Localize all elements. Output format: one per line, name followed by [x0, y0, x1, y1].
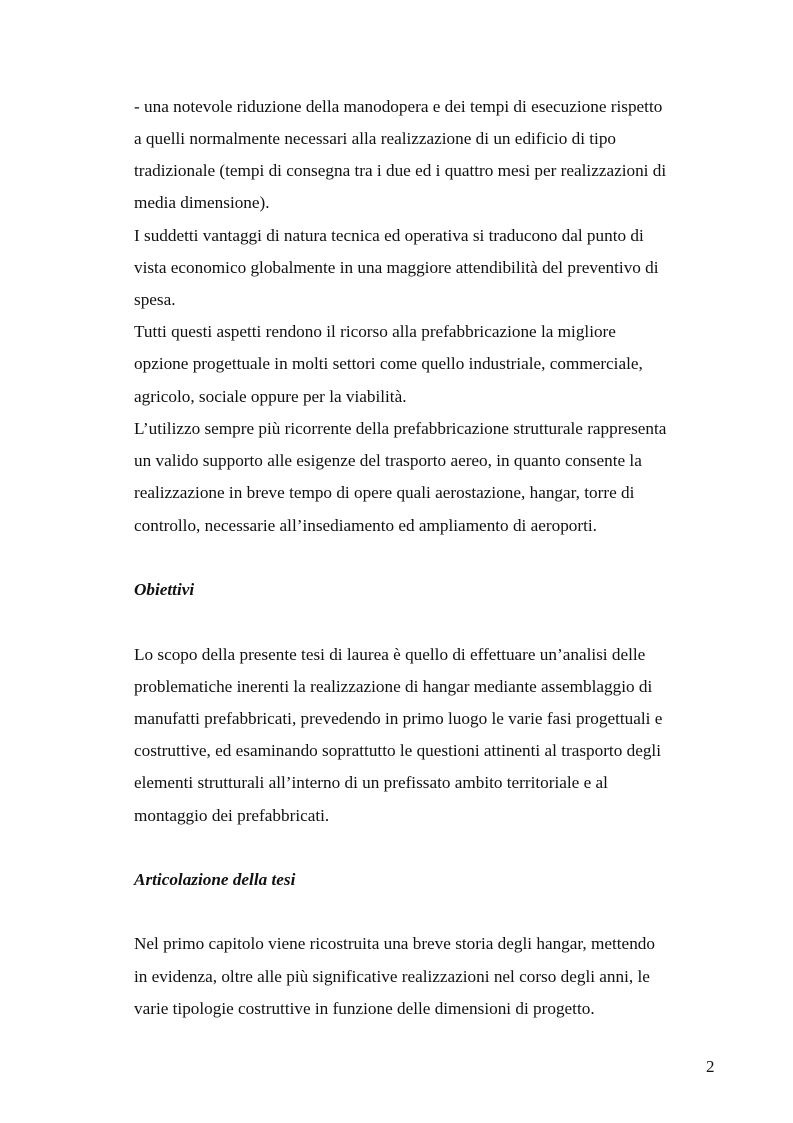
- body-line: realizzazione in breve tempo di opere quali aerostazione, hangar, torre di: [134, 483, 635, 502]
- body-line: opzione progettuale in molti settori come quello industriale, commerciale,: [134, 354, 643, 373]
- body-line: Tutti questi aspetti rendono il ricorso alla prefabbricazione la migliore: [134, 322, 616, 341]
- body-line: un valido supporto alle esigenze del trasporto aereo, in quanto consente la: [134, 451, 642, 470]
- body-line: varie tipologie costruttive in funzione delle dimensioni di progetto.: [134, 999, 595, 1018]
- body-line: Nel primo capitolo viene ricostruita una breve storia degli hangar, mettendo: [134, 934, 655, 953]
- body-line: manufatti prefabbricati, prevedendo in primo luogo le varie fasi progettuali e: [134, 709, 663, 728]
- body-line: in evidenza, oltre alle più significative realizzazioni nel corso degli anni, le: [134, 967, 650, 986]
- body-line: L’utilizzo sempre più ricorrente della prefabbricazione strutturale rappresenta: [134, 419, 667, 438]
- body-line: tradizionale (tempi di consegna tra i due ed i quattro mesi per realizzazioni di: [134, 161, 667, 180]
- page-number: 2: [706, 1057, 715, 1076]
- body-line: - una notevole riduzione della manodopera e dei tempi di esecuzione rispetto: [134, 97, 663, 116]
- body-line: montaggio dei prefabbricati.: [134, 806, 330, 825]
- body-line: agricolo, sociale oppure per la viabilità.: [134, 387, 407, 406]
- body-line: I suddetti vantaggi di natura tecnica ed operativa si traducono dal punto di: [134, 226, 644, 245]
- body-line: a quelli normalmente necessari alla realizzazione di un edificio di tipo: [134, 129, 617, 148]
- body-line: costruttive, ed esaminando soprattutto le questioni attinenti al trasporto degli: [134, 741, 661, 760]
- body-line: Lo scopo della presente tesi di laurea è quello di effettuare un’analisi delle: [134, 645, 646, 664]
- body-line: media dimensione).: [134, 193, 270, 212]
- section-heading-objectives: Obiettivi: [134, 580, 195, 599]
- body-line: spesa.: [134, 290, 176, 309]
- section-heading-structure: Articolazione della tesi: [134, 870, 296, 889]
- body-line: problematiche inerenti la realizzazione di hangar mediante assemblaggio di: [134, 677, 653, 696]
- body-line: elementi strutturali all’interno di un prefissato ambito territoriale e al: [134, 773, 608, 792]
- body-line: vista economico globalmente in una maggiore attendibilità del preventivo di: [134, 258, 659, 277]
- body-line: controllo, necessarie all’insediamento ed ampliamento di aeroporti.: [134, 516, 597, 535]
